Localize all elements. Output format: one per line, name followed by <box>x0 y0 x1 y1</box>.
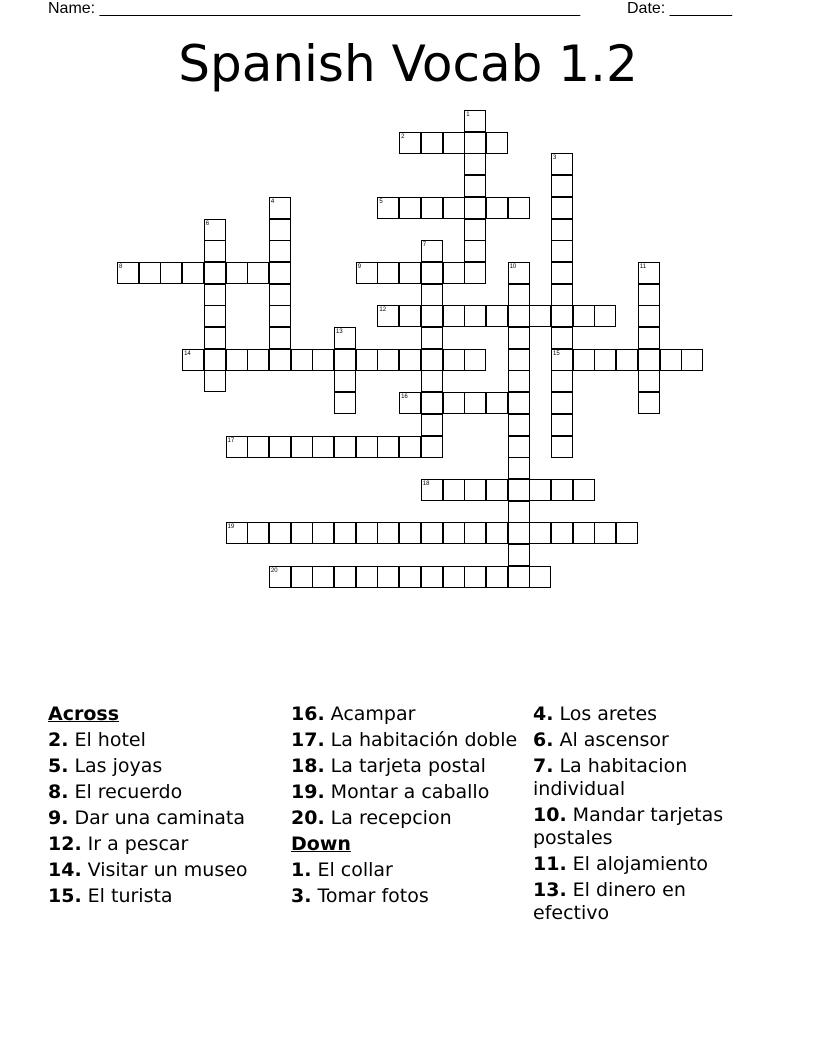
clue-item <box>291 885 521 908</box>
cell-number: 5 <box>379 198 383 205</box>
grid-cell[interactable] <box>312 436 334 458</box>
clue-item <box>533 879 763 925</box>
cell-number: 11 <box>639 263 647 270</box>
cell-number: 17 <box>227 437 235 444</box>
grid-cell[interactable] <box>508 566 530 588</box>
grid-cell[interactable] <box>464 197 486 219</box>
grid-cell[interactable] <box>399 522 421 544</box>
grid-cell[interactable] <box>551 197 573 219</box>
clue-text: El collar <box>317 859 393 881</box>
clue-number: 5. <box>48 755 69 777</box>
cell-number: 4 <box>270 198 275 205</box>
grid-cell[interactable] <box>377 349 399 371</box>
clue-number: 14. <box>48 859 82 881</box>
grid-cell[interactable] <box>443 132 465 154</box>
clue-item <box>533 853 763 876</box>
cell-number: 19 <box>227 524 235 531</box>
down-heading: Down <box>291 833 351 855</box>
cell-number: 12 <box>379 307 387 314</box>
grid-cell[interactable] <box>291 566 313 588</box>
grid-cell[interactable] <box>421 436 443 458</box>
cell-number: 9 <box>357 263 362 270</box>
grid-cell[interactable] <box>291 349 313 371</box>
grid-cell[interactable] <box>681 349 703 371</box>
grid-cell[interactable] <box>334 566 356 588</box>
grid-cell[interactable] <box>204 262 226 284</box>
clue-item <box>291 755 521 778</box>
grid-cell[interactable] <box>421 305 443 327</box>
grid-cell[interactable] <box>486 132 508 154</box>
grid-cell[interactable] <box>594 522 616 544</box>
grid-cell[interactable] <box>443 197 465 219</box>
grid-cell[interactable] <box>638 370 660 392</box>
grid-cell[interactable] <box>356 436 378 458</box>
grid-cell[interactable] <box>421 522 443 544</box>
cell-number: 3 <box>553 155 557 162</box>
grid-cell[interactable] <box>356 522 378 544</box>
grid-cell[interactable] <box>551 414 573 436</box>
clue-number: 11. <box>533 853 567 875</box>
grid-cell[interactable] <box>464 305 486 327</box>
grid-cell[interactable] <box>464 240 486 262</box>
grid-cell[interactable] <box>464 522 486 544</box>
cell-number: 2 <box>401 133 405 140</box>
cell-number: 1 <box>466 112 470 118</box>
grid-cell[interactable] <box>312 349 334 371</box>
grid-cell[interactable] <box>269 436 291 458</box>
grid-cell[interactable] <box>312 566 334 588</box>
clue-text: La tarjeta postal <box>330 755 486 777</box>
grid-cell[interactable] <box>443 262 465 284</box>
grid-cell[interactable] <box>204 240 226 262</box>
grid-cell[interactable] <box>160 262 182 284</box>
clue-text: Acampar <box>330 703 416 725</box>
grid-cell[interactable] <box>508 501 530 523</box>
grid-cell[interactable] <box>464 262 486 284</box>
grid-cell[interactable] <box>464 349 486 371</box>
grid-cell[interactable] <box>508 284 530 306</box>
grid-cell[interactable] <box>291 522 313 544</box>
grid-cell[interactable] <box>551 175 573 197</box>
grid-cell[interactable] <box>551 327 573 349</box>
grid-cell[interactable] <box>377 262 399 284</box>
date-field-label[interactable]: Date: _______ <box>627 0 732 17</box>
grid-cell[interactable] <box>594 349 616 371</box>
clue-number: 7. <box>533 755 554 777</box>
grid-cell[interactable] <box>269 522 291 544</box>
grid-cell[interactable] <box>551 219 573 241</box>
grid-cell[interactable] <box>334 349 356 371</box>
grid-cell[interactable] <box>421 284 443 306</box>
clue-item <box>533 755 763 801</box>
grid-cell[interactable] <box>247 349 269 371</box>
grid-cell[interactable] <box>269 349 291 371</box>
name-field-label[interactable]: Name: ______________________________________________________ <box>48 0 581 17</box>
clue-number: 8. <box>48 781 69 803</box>
grid-cell[interactable] <box>529 566 551 588</box>
clue-item <box>48 729 278 752</box>
grid-cell[interactable] <box>529 305 551 327</box>
grid-cell[interactable] <box>508 305 530 327</box>
clue-number: 16. <box>291 703 325 725</box>
grid-cell[interactable] <box>204 305 226 327</box>
grid-cell[interactable] <box>529 479 551 501</box>
grid-cell[interactable] <box>486 392 508 414</box>
grid-cell[interactable] <box>616 522 638 544</box>
grid-cell[interactable] <box>616 349 638 371</box>
clue-item <box>48 885 278 908</box>
grid-cell[interactable] <box>269 327 291 349</box>
clue-text: El alojamiento <box>572 853 709 875</box>
grid-cell[interactable] <box>204 370 226 392</box>
across-clue-list-continued <box>291 703 521 830</box>
grid-cell[interactable] <box>594 305 616 327</box>
grid-cell[interactable] <box>660 349 682 371</box>
grid-cell[interactable] <box>573 305 595 327</box>
grid-cell[interactable] <box>399 305 421 327</box>
grid-cell[interactable] <box>204 349 226 371</box>
grid-cell[interactable] <box>312 522 334 544</box>
cell-number: 15 <box>553 350 560 357</box>
clue-item <box>48 859 278 882</box>
grid-cell[interactable] <box>638 284 660 306</box>
grid-cell[interactable] <box>551 479 573 501</box>
grid-cell[interactable] <box>399 566 421 588</box>
grid-cell[interactable] <box>573 479 595 501</box>
clue-text: Mandar tarjetas postales <box>533 804 724 849</box>
grid-cell[interactable] <box>551 284 573 306</box>
grid-cell[interactable] <box>573 522 595 544</box>
across-clue-list <box>48 729 278 908</box>
clue-item <box>48 807 278 830</box>
cell-number: 10 <box>509 263 517 270</box>
grid-cell[interactable] <box>399 262 421 284</box>
grid-cell[interactable] <box>247 262 269 284</box>
clue-number: 18. <box>291 755 325 777</box>
clue-item <box>291 703 521 726</box>
clue-number: 12. <box>48 833 82 855</box>
cell-number: 16 <box>401 394 408 401</box>
clue-text: Al ascensor <box>559 729 669 751</box>
clue-number: 1. <box>291 859 312 881</box>
grid-cell[interactable] <box>638 305 660 327</box>
grid-cell[interactable] <box>421 327 443 349</box>
grid-cell[interactable] <box>269 262 291 284</box>
clue-text: La recepcion <box>330 807 452 829</box>
clue-column-2 <box>291 703 521 911</box>
grid-cell[interactable] <box>508 370 530 392</box>
grid-cell[interactable] <box>421 132 443 154</box>
clue-text: Montar a caballo <box>330 781 490 803</box>
grid-cell[interactable] <box>551 305 573 327</box>
clue-number: 9. <box>48 807 69 829</box>
grid-cell[interactable] <box>399 197 421 219</box>
clue-text: Tomar fotos <box>317 885 429 907</box>
grid-cell[interactable] <box>551 522 573 544</box>
down-clue-list <box>291 859 521 908</box>
clue-text: Dar una caminata <box>74 807 245 829</box>
grid-cell[interactable] <box>638 392 660 414</box>
grid-cell[interactable] <box>464 175 486 197</box>
clue-text: El hotel <box>74 729 146 751</box>
grid-cell[interactable] <box>508 436 530 458</box>
clue-item <box>291 729 521 752</box>
grid-cell[interactable] <box>508 457 530 479</box>
grid-cell[interactable] <box>508 414 530 436</box>
grid-cell[interactable] <box>269 284 291 306</box>
grid-cell[interactable] <box>486 479 508 501</box>
clue-item <box>48 755 278 778</box>
grid-cell[interactable] <box>464 219 486 241</box>
grid-cell[interactable] <box>139 262 161 284</box>
grid-cell[interactable] <box>443 522 465 544</box>
grid-cell[interactable] <box>443 566 465 588</box>
grid-cell[interactable] <box>421 392 443 414</box>
grid-cell[interactable] <box>464 392 486 414</box>
grid-cell[interactable] <box>269 219 291 241</box>
clue-column-3 <box>533 703 763 928</box>
clue-text: Las joyas <box>74 755 163 777</box>
grid-cell[interactable] <box>226 349 248 371</box>
clue-item <box>533 729 763 752</box>
clue-number: 20. <box>291 807 325 829</box>
grid-cell[interactable] <box>551 262 573 284</box>
clue-item <box>533 703 763 726</box>
grid-cell[interactable] <box>226 262 248 284</box>
grid-cell[interactable] <box>421 197 443 219</box>
grid-cell[interactable] <box>377 522 399 544</box>
clue-item <box>291 807 521 830</box>
grid-cell[interactable] <box>421 566 443 588</box>
grid-cell[interactable] <box>508 544 530 566</box>
grid-cell[interactable] <box>551 240 573 262</box>
grid-cell[interactable] <box>464 132 486 154</box>
clue-text: La habitación doble <box>330 729 518 751</box>
clue-text: El turista <box>87 885 173 907</box>
cell-number: 14 <box>184 350 191 357</box>
clue-text: La habitacion individual <box>533 755 688 800</box>
grid-cell[interactable] <box>443 479 465 501</box>
grid-cell[interactable] <box>399 436 421 458</box>
clue-text: Visitar un museo <box>87 859 248 881</box>
grid-cell[interactable] <box>443 392 465 414</box>
grid-cell[interactable] <box>464 479 486 501</box>
clue-item <box>291 859 521 882</box>
grid-cell[interactable] <box>421 262 443 284</box>
grid-cell[interactable] <box>399 349 421 371</box>
grid-cell[interactable] <box>377 566 399 588</box>
cell-number: 8 <box>119 263 123 270</box>
cell-number: 20 <box>270 567 278 574</box>
grid-cell[interactable] <box>421 370 443 392</box>
grid-cell[interactable] <box>508 327 530 349</box>
clue-number: 6. <box>533 729 554 751</box>
clue-number: 3. <box>291 885 312 907</box>
clue-number: 4. <box>533 703 554 725</box>
grid-cell[interactable] <box>508 197 530 219</box>
grid-cell[interactable] <box>247 436 269 458</box>
grid-cell[interactable] <box>638 327 660 349</box>
grid-cell[interactable] <box>443 349 465 371</box>
grid-cell[interactable] <box>247 522 269 544</box>
grid-cell[interactable] <box>529 522 551 544</box>
grid-cell[interactable] <box>508 349 530 371</box>
grid-cell[interactable] <box>421 414 443 436</box>
grid-cell[interactable] <box>334 436 356 458</box>
grid-cell[interactable] <box>486 305 508 327</box>
clue-item <box>48 781 278 804</box>
grid-cell[interactable] <box>486 197 508 219</box>
name-date-line <box>48 0 732 18</box>
grid-cell[interactable] <box>508 522 530 544</box>
clue-number: 13. <box>533 879 567 901</box>
down-clue-list-continued <box>533 703 763 925</box>
clue-number: 19. <box>291 781 325 803</box>
grid-cell[interactable] <box>291 436 313 458</box>
clue-item <box>48 833 278 856</box>
grid-cell[interactable] <box>334 392 356 414</box>
grid-cell[interactable] <box>356 349 378 371</box>
grid-cell[interactable] <box>464 566 486 588</box>
grid-cell[interactable] <box>334 522 356 544</box>
grid-cell[interactable] <box>551 370 573 392</box>
clue-item <box>291 781 521 804</box>
grid-cell[interactable] <box>204 327 226 349</box>
clue-text: Los aretes <box>559 703 658 725</box>
grid-cell[interactable] <box>182 262 204 284</box>
grid-cell[interactable] <box>508 392 530 414</box>
cell-number: 7 <box>422 242 427 249</box>
clue-number: 15. <box>48 885 82 907</box>
grid-cell[interactable] <box>551 392 573 414</box>
grid-cell[interactable] <box>443 305 465 327</box>
across-heading: Across <box>48 703 120 725</box>
page-title: Spanish Vocab 1.2 <box>178 35 638 93</box>
grid-cell[interactable] <box>573 349 595 371</box>
grid-cell[interactable] <box>486 566 508 588</box>
clue-text: El recuerdo <box>74 781 183 803</box>
grid-cell[interactable] <box>269 305 291 327</box>
grid-cell[interactable] <box>204 284 226 306</box>
grid-cell[interactable] <box>638 349 660 371</box>
grid-cell[interactable] <box>508 479 530 501</box>
clue-number: 2. <box>48 729 69 751</box>
clue-column-1 <box>48 703 278 911</box>
grid-cell[interactable] <box>421 349 443 371</box>
grid-cell[interactable] <box>486 522 508 544</box>
clue-text: El dinero en efectivo <box>533 879 686 924</box>
grid-cell[interactable] <box>377 436 399 458</box>
clue-number: 17. <box>291 729 325 751</box>
cell-number: 13 <box>336 329 343 335</box>
grid-cell[interactable] <box>269 240 291 262</box>
cell-number: 18 <box>422 480 430 487</box>
clue-text: Ir a pescar <box>87 833 189 855</box>
grid-cell[interactable] <box>464 153 486 175</box>
cell-number: 6 <box>205 220 210 227</box>
grid-cell[interactable] <box>551 436 573 458</box>
grid-cell[interactable] <box>334 370 356 392</box>
clue-item <box>533 804 763 850</box>
clue-number: 10. <box>533 804 567 826</box>
grid-cell[interactable] <box>356 566 378 588</box>
